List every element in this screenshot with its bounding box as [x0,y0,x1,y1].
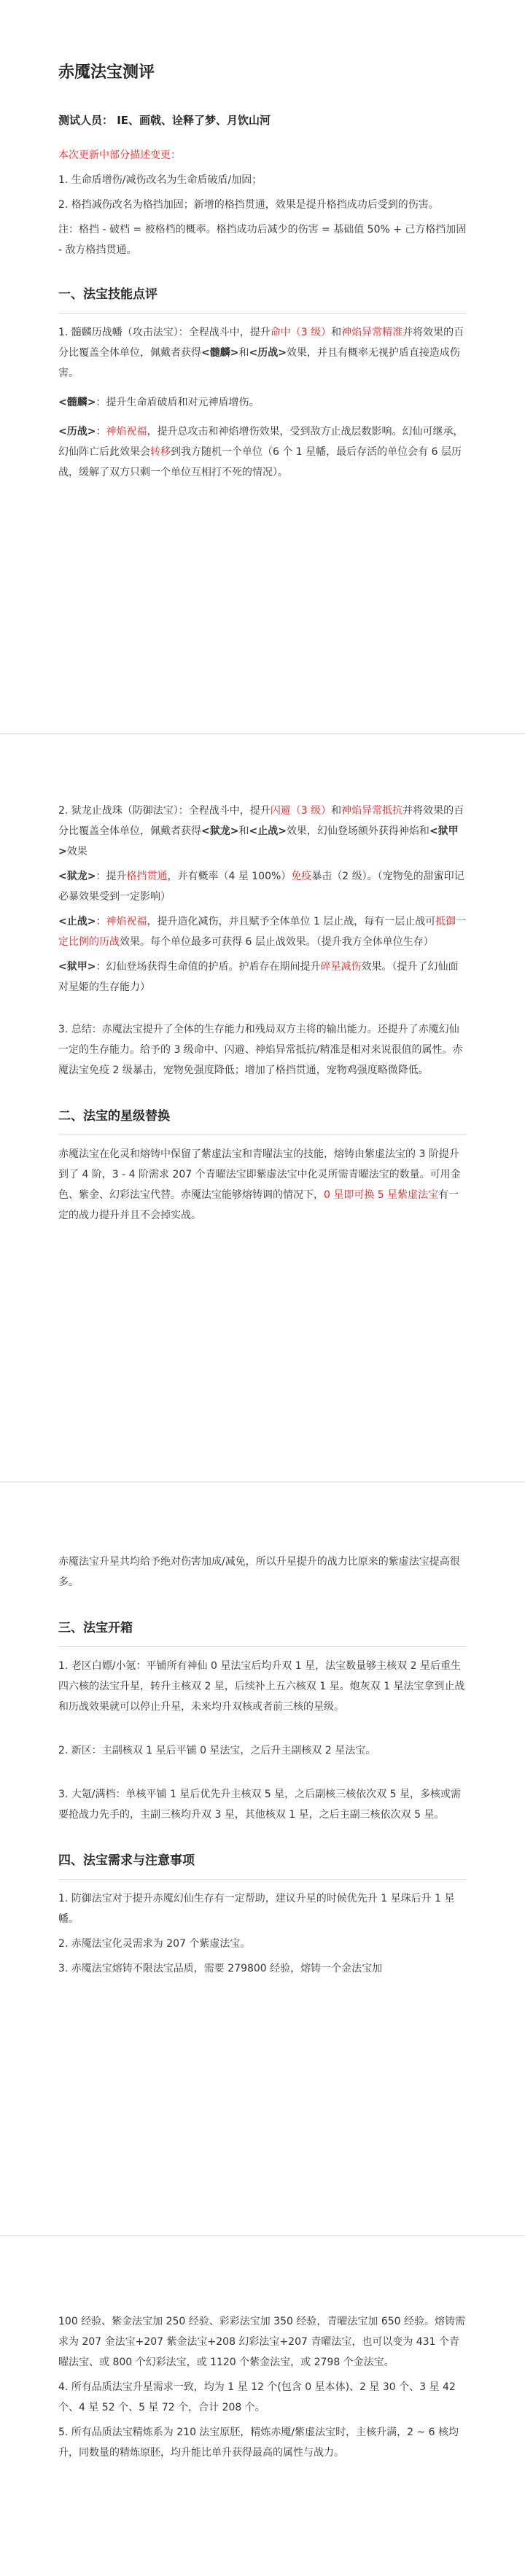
highlight: 闪避（3 级） [270,805,332,817]
section-3-title: 三、法宝开箱 [58,1621,133,1635]
effect-tag: <狱龙> [58,871,96,882]
segment-3 [0,1484,525,2227]
s4-para-3-cont: 100 经验、紫金法宝加 250 经验、彩彩法宝加 350 经验，青曜法宝加 650 经验。熔铸需求为 207 金法宝+207 紫金法宝+208 幻彩法宝+207 青曜法宝，也可以变为 431 个青曜法宝、或 800 个幻彩法宝，或 1120 个紫金法宝，或 2798 个金法宝。 [58,2316,466,2368]
s4-para-2: 2. 赤魇法宝化灵需求为 207 个紫虚法宝。 [58,1938,251,1950]
section-1-title: 一、法宝技能点评 [58,287,158,302]
text: ： [96,916,106,927]
segment-1 [0,0,525,722]
section-divider [58,1879,467,1880]
effect-tag: <髓麟> [201,347,239,359]
highlight: 免疫 [291,871,312,882]
text: 效果。（提升了幻仙面对星姬的生存能力） [58,961,459,993]
text: 效果 [66,846,88,857]
highlight: 神焰异常抵抗 [341,805,403,817]
s2-para-2: 赤魇法宝升星共均给予绝对伤害加成/减免，所以升星提升的战力比原来的紫虚法宝提高很多。 [58,1556,460,1588]
text: 和 [238,825,249,837]
highlight: 神焰异常精准 [341,327,403,338]
text: 和 [331,327,342,338]
effect-tag: <止战> [58,916,96,927]
text: 效果，幻仙登场额外获得神焰和 [286,825,429,837]
highlight: 命中（3 级） [270,327,332,338]
effect-tag: <髓麟> [58,397,96,408]
s1-summary: 3. 总结：赤魇法宝提升了全体的生存能力和残局双方主将的输出能力。还提升了赤魇幻仙一定的生存能力。给予的 3 级命中、闪避、神焰异常抵抗/精准是相对来说很值的属性。赤魇法宝免疫 2 级暴击，宠物免强度降低；增加了格挡贯通，宠物鸡强度略微降低。 [58,1024,463,1076]
text: 到我方随机一个单位（6 个 1 星幡，最后存活的单位会有 6 层历战，缓解了双方只剩一个单位互相打不死的情况）。 [58,446,462,478]
text: ，并有概率（4 星 100%） [167,871,292,882]
highlight: 转移 [150,446,171,458]
s4-para-3: 3. 赤魇法宝熔铸不限法宝品质，需要 279800 经验，熔铸一个金法宝加 [58,1963,383,1974]
effect-tag: <止战> [249,825,287,837]
effect-tag: <历战> [249,347,287,359]
effect-tag: <历战> [58,426,96,437]
text: 效果，并且有概率无视护盾直接造成伤害。 [58,347,460,379]
text: ，提升造化减伤，并且赋予全体单位 1 层止战，每有一层止战可 [147,916,436,927]
update-note: 注：格挡 - 破档 = 被格档的概率。格挡成功后减少的伤害 = 基础值 50% + 己方格挡加固 - 敌方格挡贯通。 [58,224,467,256]
highlight: 神焰祝福 [106,916,147,927]
segment-2 [0,736,525,1473]
text: 并将效果的百分比覆盖全体单位，佩戴者获得 [58,327,464,359]
text: ： [96,426,106,437]
page-title: 赤魇法宝测评 [58,63,155,82]
highlight: 抵御一定比例的历战 [58,916,467,948]
text: ：幻仙登场获得生命值的护盾。护盾存在期间提升 [96,961,321,973]
s1-para-1 [58,322,467,384]
s1-para-3 [58,421,467,483]
section-2-title: 二、法宝的星级替换 [58,1109,170,1124]
page-break-divider [0,2235,525,2236]
update-item-2: 2. 格挡减伤改名为格挡加固；新增的格挡贯通，效果是提升格挡成功后受到的伤害。 [58,199,439,211]
update-item-1: 1. 生命盾增伤/减伤改名为生命盾破盾/加固； [58,174,262,186]
s1-para-5 [58,866,467,907]
section-divider [58,313,467,314]
s3-para-1: 1. 老区白嫖/小氪：平铺所有神仙 0 星法宝后均升双 1 星，法宝数量够主核双 2 星后重生四六核的法宝升星，转升主核双 2 星，后续补上五六核双 1 星。炮灰双 1 星法宝拿到止战和历战效果就可以停止升星，未来均升双核或者前三核的星级。 [58,1660,465,1713]
s1-para-4 [58,801,467,862]
text: 暴击（2 级）。（宠物免的甜蜜印记必暴效果受到一定影响） [58,871,464,903]
text: 并将效果的百分比覆盖全体单位，佩戴者获得 [58,805,464,837]
text: 有一定的战力提升并且不会掉实战。 [58,1189,459,1221]
s4-para-5: 5. 所有品质法宝精炼系为 210 法宝原胚，精炼赤魇/紫虚法宝时，主核升满，2 ~ 6 核均升，同数量的精炼原胚，均升能比单升获得最高的属性与战力。 [58,2427,459,2459]
text: 2. 狱龙止战珠（防御法宝）：全程战斗中，提升 [58,805,271,817]
section-4-title: 四、法宝需求与注意事项 [58,1853,195,1868]
update-heading: 本次更新中部分描述变更： [58,149,181,161]
effect-tag: <狱甲> [58,825,459,857]
effect-tag: <狱龙> [201,825,239,837]
text: 和 [238,347,249,359]
s3-para-3: 3. 大氪/满档：单核平铺 1 星后优先升主核双 5 星，之后副核三核依次双 5 星，多核或需要抢战力先手的，主副三核均升双 3 星，其他核双 1 星，之后主副三核依次双 5 星。 [58,1789,461,1821]
s1-para-6 [58,911,467,952]
s1-para-7 [58,957,467,997]
text: 效果。每个单位最多可获得 6 层止战效果。（提升我方全体单位生存） [120,936,434,948]
segment-4 [0,2238,525,2576]
s4-para-1: 1. 防御法宝对于提升赤魇幻仙生存有一定帮助，建议升星的时候优先升 1 星珠后升 1 星幡。 [58,1893,455,1925]
text: ：提升生命盾破盾和对元神盾增伤。 [96,397,260,408]
text: 和 [331,805,342,817]
highlight: 神焰祝福 [106,426,147,437]
highlight: 0 星即可换 5 星紫虚法宝 [324,1189,439,1201]
text: ：提升 [96,871,127,882]
section-divider [58,1646,467,1647]
s3-para-2: 2. 新区：主副核双 1 星后平铺 0 星法宝，之后升主副核双 2 星法宝。 [58,1745,376,1756]
s1-para-2 [58,392,467,413]
text: ，提升总攻击和神焰增伤效果，受到敌方止战层数影响。幻仙可继承，幻仙阵亡后此效果会 [58,426,464,458]
highlight: 格挡贯通 [126,871,168,882]
s2-para-1 [58,1144,467,1226]
testers-line: 测试人员： IE、画戟、诠释了梦、月饮山河 [58,114,271,127]
effect-tag: <狱甲> [58,961,96,973]
highlight: 碎星减伤 [320,961,362,973]
s4-para-4: 4. 所有品质法宝升星需求一致，均为 1 星 12 个(包含 0 星本体)、2 星 30 个、3 星 42 个、4 星 52 个、5 星 72 个，合计 208 个。 [58,2381,456,2413]
text: 赤魇法宝在化灵和熔铸中保留了紫虚法宝和青曜法宝的技能，熔铸由紫虚法宝的 3 阶提升到了 4 阶，3 - 4 阶需求 207 个青曜法宝即紫虚法宝中化灵所需青曜法宝的数量。可用金色、紫金、幻彩法宝代替。赤魇法宝能够熔铸调的情况下， [58,1148,461,1201]
text: 1. 髓麟历战幡（攻击法宝）：全程战斗中，提升 [58,327,271,338]
